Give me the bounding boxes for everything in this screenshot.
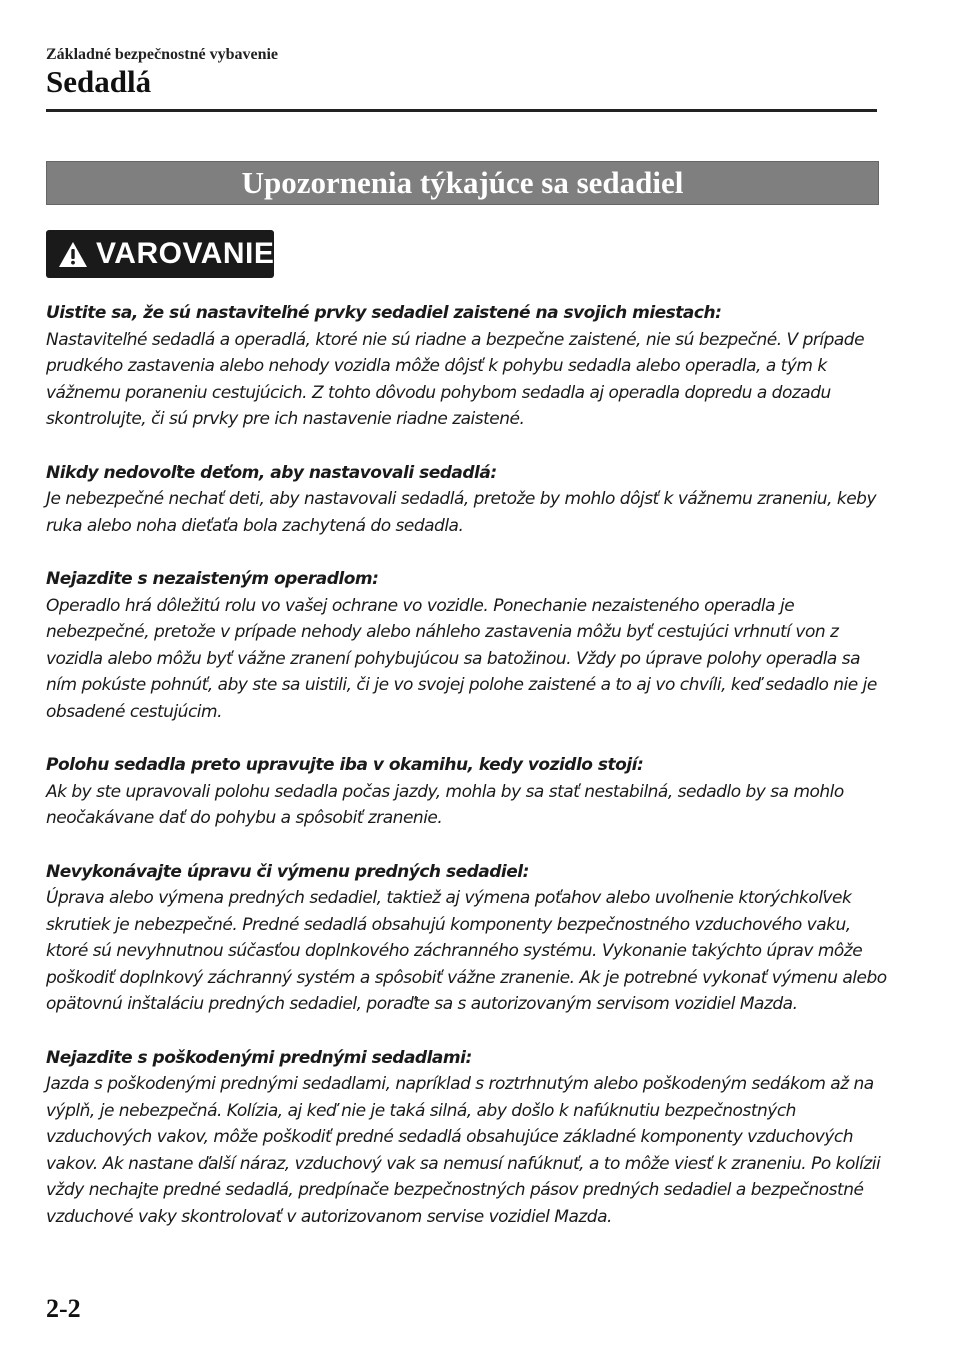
warning-body: Úprava alebo výmena predných sedadiel, taktiež aj výmena poťahov alebo uvoľnenie ktorýchkoľvek skrutiek je nebezpečné. Predné sedadlá obsahujú komponenty bezpečnostného vzduchového vaku, ktoré sú nevyhnutnou súčasťou doplnkového záchranného systému. Vykonanie takýchto úprav môže poškodiť doplnkový záchranný systém a spôsobiť vážne zranenie. Ak je potrebné vykonať výmenu alebo opätovnú inštaláciu predných sedadiel, poraďte sa s autorizovaným servisom vozidiel Mazda. [46,888,887,1014]
warning-body: Operadlo hrá dôležitú rolu vo vašej ochrane vo vozidle. Ponechanie nezaisteného operadla je nebezpečné, pretože v prípade nehody alebo náhleho zastavenia môžu byť cestujúci vrhnutí von z vozidla alebo môžu byť vážne zranení pohybujúcou sa batožinou. Vždy po úprave polohy operadla sa ním pokúste pohnúť, aby ste sa uistili, či je vo svojej polohe zaistené a to aj vo chvíli, keď sedadlo nie je obsadené cestujúcim. [46,595,877,722]
section-title-bar [46,161,879,205]
warning-heading: Polohu sedadla preto upravujte iba v okamihu, kedy vozidlo stojí: [46,755,644,775]
warning-item [46,752,888,832]
header-divider [46,109,877,112]
warning-heading: Nejazdite s nezaisteným operadlom: [46,569,379,589]
warning-heading: Nevykonávajte úpravu či výmenu predných sedadiel: [46,861,529,882]
warning-item [46,460,888,540]
warning-content [46,300,888,1257]
warning-item [46,566,888,725]
warning-item [46,1045,888,1231]
chapter-label: Základné bezpečnostné vybavenie [46,46,279,63]
warning-heading: Nejazdite s poškodenými prednými sedadlami: [46,1047,472,1068]
warning-label: VAROVANIE [96,237,275,270]
page-title: Sedadlá [46,64,152,99]
warning-body: Je nebezpečné nechať deti, aby nastavovali sedadlá, pretože by mohlo dôjsť k vážnemu zraneniu, keby ruka alebo noha dieťaťa bola zachytená do sedadla. [46,489,877,536]
warning-item [46,300,888,433]
page-number: 2-2 [46,1294,81,1323]
warning-triangle-icon [58,241,88,268]
warning-item [46,859,888,1018]
warning-heading: Uistite sa, že sú nastaviteľné prvky sedadiel zaistené na svojich miestach: [46,303,722,323]
warning-heading: Nikdy nedovoľte deťom, aby nastavovali sedadlá: [46,462,497,483]
warning-badge [46,230,274,278]
warning-body: Ak by ste upravovali polohu sedadla počas jazdy, mohla by sa stať nestabilná, sedadlo by sa mohlo neočakávane dať do pohybu a spôsobiť zranenie. [46,781,844,828]
section-title: Upozornenia týkajúce sa sedadiel [241,165,684,200]
warning-body: Jazda s poškodenými prednými sedadlami, napríklad s roztrhnutým alebo poškodeným sedákom až na výplň, je nebezpečná. Kolízia, aj keď nie je taká silná, aby došlo k nafúknutiu bezpečnostných vzduchových vakov, môže poškodiť predné sedadlá obsahujúce základné komponenty vzduchových vakov. Ak nastane ďalší náraz, vzduchový vak sa nemusí nafúknuť, a to môže viesť k zraneniu. Po kolízii vždy nechajte predné sedadlá, predpínače bezpečnostných pásov predných sedadiel a bezpečnostné vzduchové vaky skontrolovať v autorizovanom servise vozidiel Mazda. [46,1074,881,1227]
warning-body: Nastaviteľné sedadlá a operadlá, ktoré nie sú riadne a bezpečne zaistené, nie sú bezpečné. V prípade prudkého zastavenia alebo nehody vozidla môže dôjsť k pohybu sedadla alebo operadla, a tým k vážnemu poraneniu cestujúcich. Z tohto dôvodu pohybom sedadla aj operadla dopredu a dozadu skontrolujte, či sú prvky pre ich nastavenie riadne zaistené. [46,329,865,429]
